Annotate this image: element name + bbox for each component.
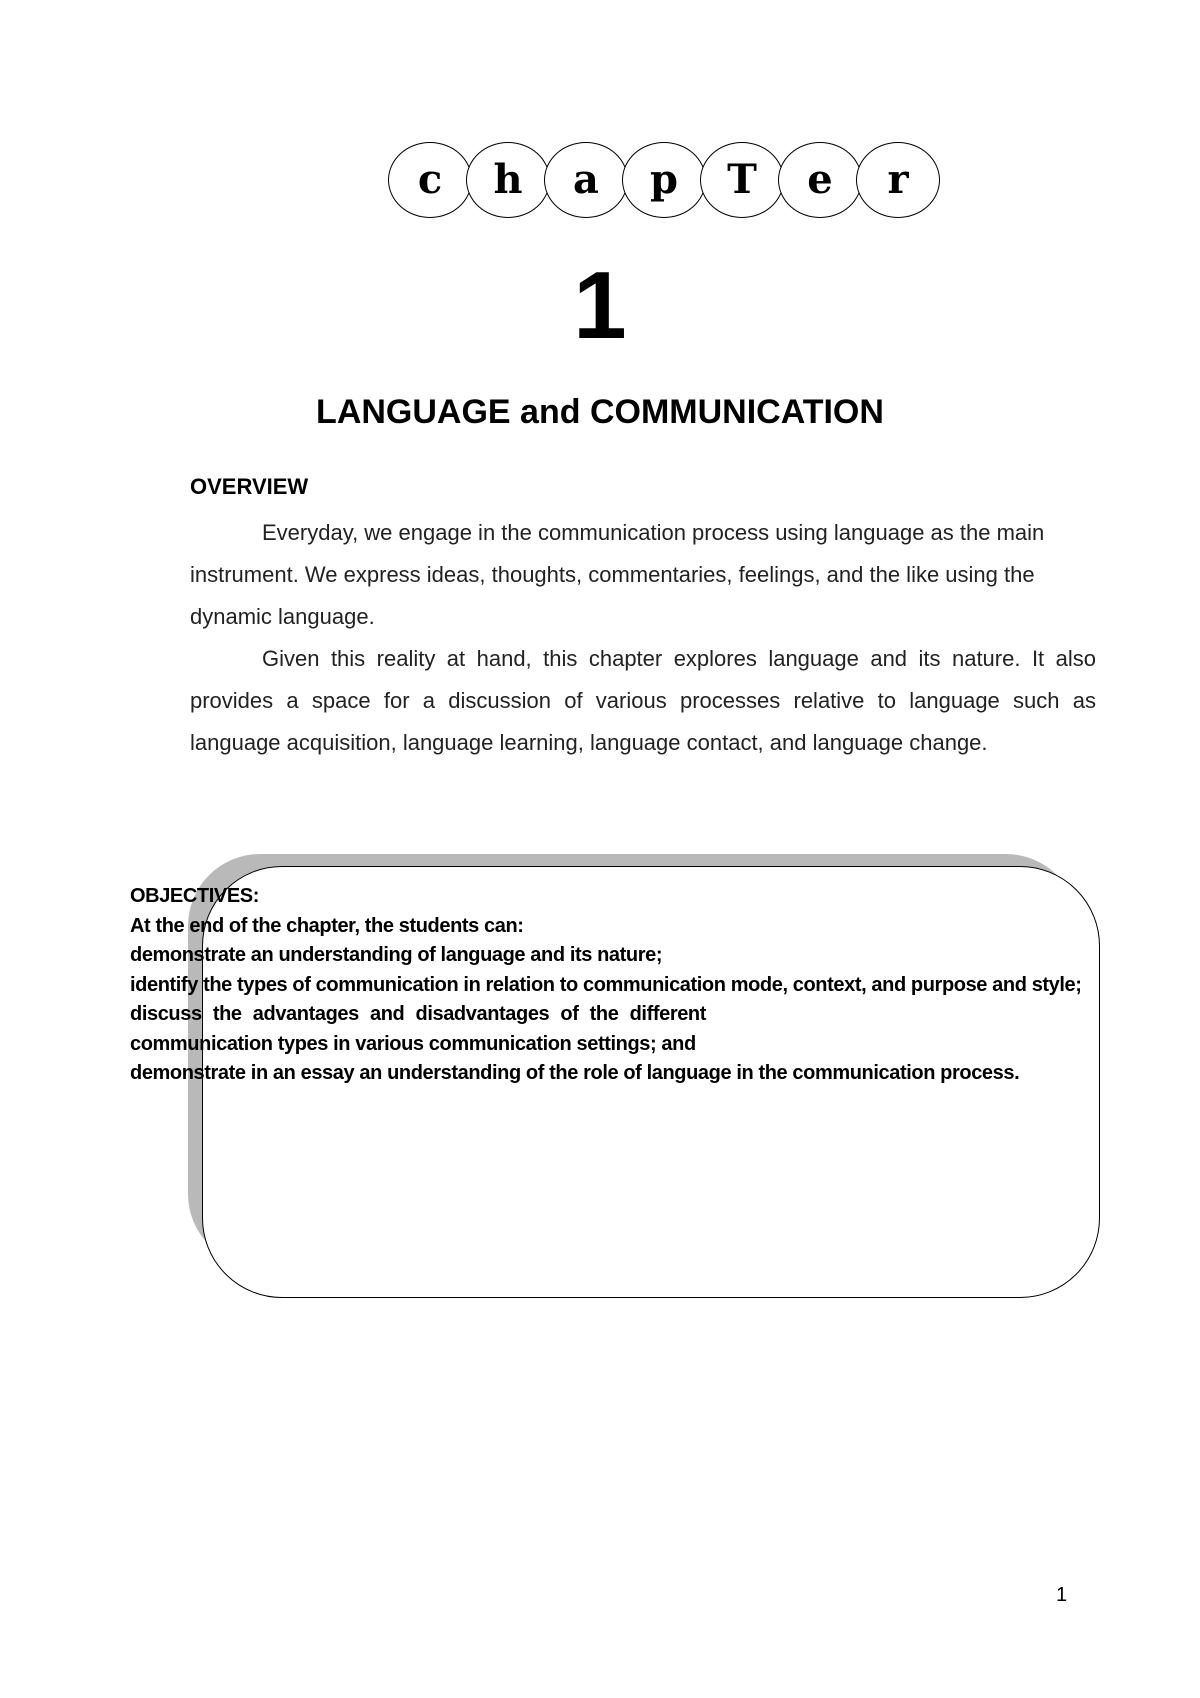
objective-item: identify the types of communication in relation to communication mode, context, and purpose and style; (130, 973, 1082, 996)
overview-body (190, 512, 1096, 764)
overview-paragraph: Everyday, we engage in the communication process using language as the main instrument. We express ideas, thoughts, commentaries, feelings, and the like using the dynamic language. (190, 520, 1045, 629)
chapter-letter-r: r (856, 142, 940, 218)
objective-item: discuss the advantages and disadvantages of the different (130, 1003, 707, 1025)
objectives-heading: OBJECTIVES: (130, 885, 259, 907)
chapter-letter-p: p (622, 142, 706, 218)
page-number: 1 (1056, 1584, 1068, 1606)
chapter-number: 1 (573, 252, 627, 359)
objectives-section (130, 882, 1200, 1089)
chapter-letter-c: c (388, 142, 472, 218)
chapter-banner (388, 142, 948, 218)
objective-item: demonstrate an understanding of language and its nature; (130, 944, 663, 966)
objectives-intro: At the end of the chapter, the students can: (130, 914, 524, 937)
chapter-letter-e: e (778, 142, 862, 218)
objective-item: communication types in various communication settings; and (130, 1032, 696, 1055)
overview-heading: OVERVIEW (190, 474, 309, 499)
chapter-letter-h: h (466, 142, 550, 218)
objective-item: demonstrate in an essay an understanding of the role of language in the communication process. (130, 1062, 1020, 1084)
overview-paragraph: Given this reality at hand, this chapter explores language and its nature. It also provides a space for a discussion of various processes relative to language such as language acquisition, language learning, language contact, and language change. (190, 646, 1096, 755)
chapter-title: LANGUAGE and COMMUNICATION (316, 393, 884, 431)
chapter-letter-a: a (544, 142, 628, 218)
chapter-letter-T: T (700, 142, 784, 218)
